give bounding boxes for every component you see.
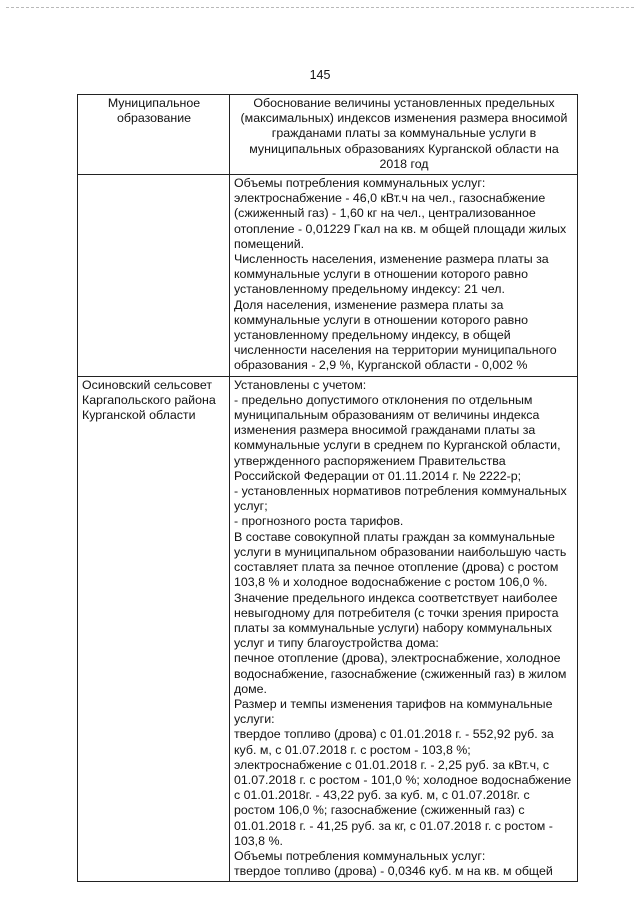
paragraph: - установленных нормативов потребления коммунальных услуг;	[234, 484, 567, 514]
cell-justification	[230, 175, 578, 377]
cell-justification	[230, 376, 578, 882]
paragraph: Доля населения, изменение размера платы за коммунальные услуги в отношении которого равно установленному предельному индексу, в общей численности населения на территории муниципального образования - 2,9 %, Курганской области - 0,002 %	[234, 297, 557, 373]
paragraph: твердое топливо (дрова) с 01.01.2018 г. - 552,92 руб. за куб. м, с 01.07.2018 г. с ростом - 103,8 %; электроснабжение с 01.01.2018 г. - 2,25 руб. за кВт.ч, с 01.07.2018 г. с ростом - 101,0 %; холодное водоснабжение с 01.01.2018г. - 43,22 руб. за куб. м, с 01.07.2018г. с ростом 106,0 %; газоснабжение (сжиженный газ) с 01.01.2018 г. - 41,25 руб. за кг, с 01.07.2018 г. с ростом - 103,8 %.	[234, 727, 572, 848]
paragraph: твердое топливо (дрова) - 0,0346 куб. м на кв. м общей	[234, 864, 553, 879]
justification-table	[77, 94, 578, 882]
table-row	[78, 175, 578, 377]
paragraph: Объемы потребления коммунальных услуг:	[234, 848, 486, 863]
paragraph: Численность населения, изменение размера платы за коммунальные услуги в отношении которого равно установленному предельному индексу: 21 чел.	[234, 252, 549, 297]
paragraph: печное отопление (дрова), электроснабжение, холодное водоснабжение, газоснабжение (сжиженный газ) в жилом доме.	[234, 651, 567, 696]
cell-municipality	[78, 175, 230, 377]
paragraph: Размер и темпы изменения тарифов на коммунальные услуги:	[234, 696, 553, 727]
paragraph: - предельно допустимого отклонения по отдельным муниципальным образованиям от величины индекса изменения размера вносимой гражданами платы за коммунальные услуги в среднем по Курганской области, утвержденного распоряжением Правительства Российской Федерации от 01.11.2014 г. № 2222-р;	[234, 392, 561, 483]
page-number: 145	[309, 68, 331, 82]
paragraph: Установлены с учетом:	[234, 377, 367, 392]
cell-municipality: Осиновский сельсовет Каргапольского района Курганской области	[78, 376, 230, 882]
header-municipality: Муниципальное образование	[78, 95, 230, 175]
table-header-row	[78, 95, 578, 175]
paragraph: - прогнозного роста тарифов.	[234, 514, 404, 529]
table-row	[78, 376, 578, 882]
header-justification: Обоснование величины установленных предельных (максимальных) индексов изменения размера вносимой гражданами платы за коммунальные услуги в муниципальных образованиях Курганской области на 2018 год	[230, 95, 578, 175]
paragraph: Объемы потребления коммунальных услуг: электроснабжение - 46,0 кВт.ч на чел., газоснабжение (сжиженный газ) - 1,60 кг на чел., централизованное отопление - 0,01229 Гкал на кв. м общей площади жилых помещений.	[234, 176, 567, 251]
paragraph: В составе совокупной платы граждан за коммунальные услуги в муниципальном образовании наибольшую часть составляет плата за печное отопление (дрова) с ростом 103,8 % и холодное водоснабжение с ростом 106,0 %.	[234, 529, 567, 590]
paragraph: Значение предельного индекса соответствует наиболее невыгодному для потребителя (с точки зрения прироста платы за коммунальные услуги) набору коммунальных услуг и типу благоустройства дома:	[234, 590, 559, 651]
scan-edge-line	[6, 7, 634, 8]
